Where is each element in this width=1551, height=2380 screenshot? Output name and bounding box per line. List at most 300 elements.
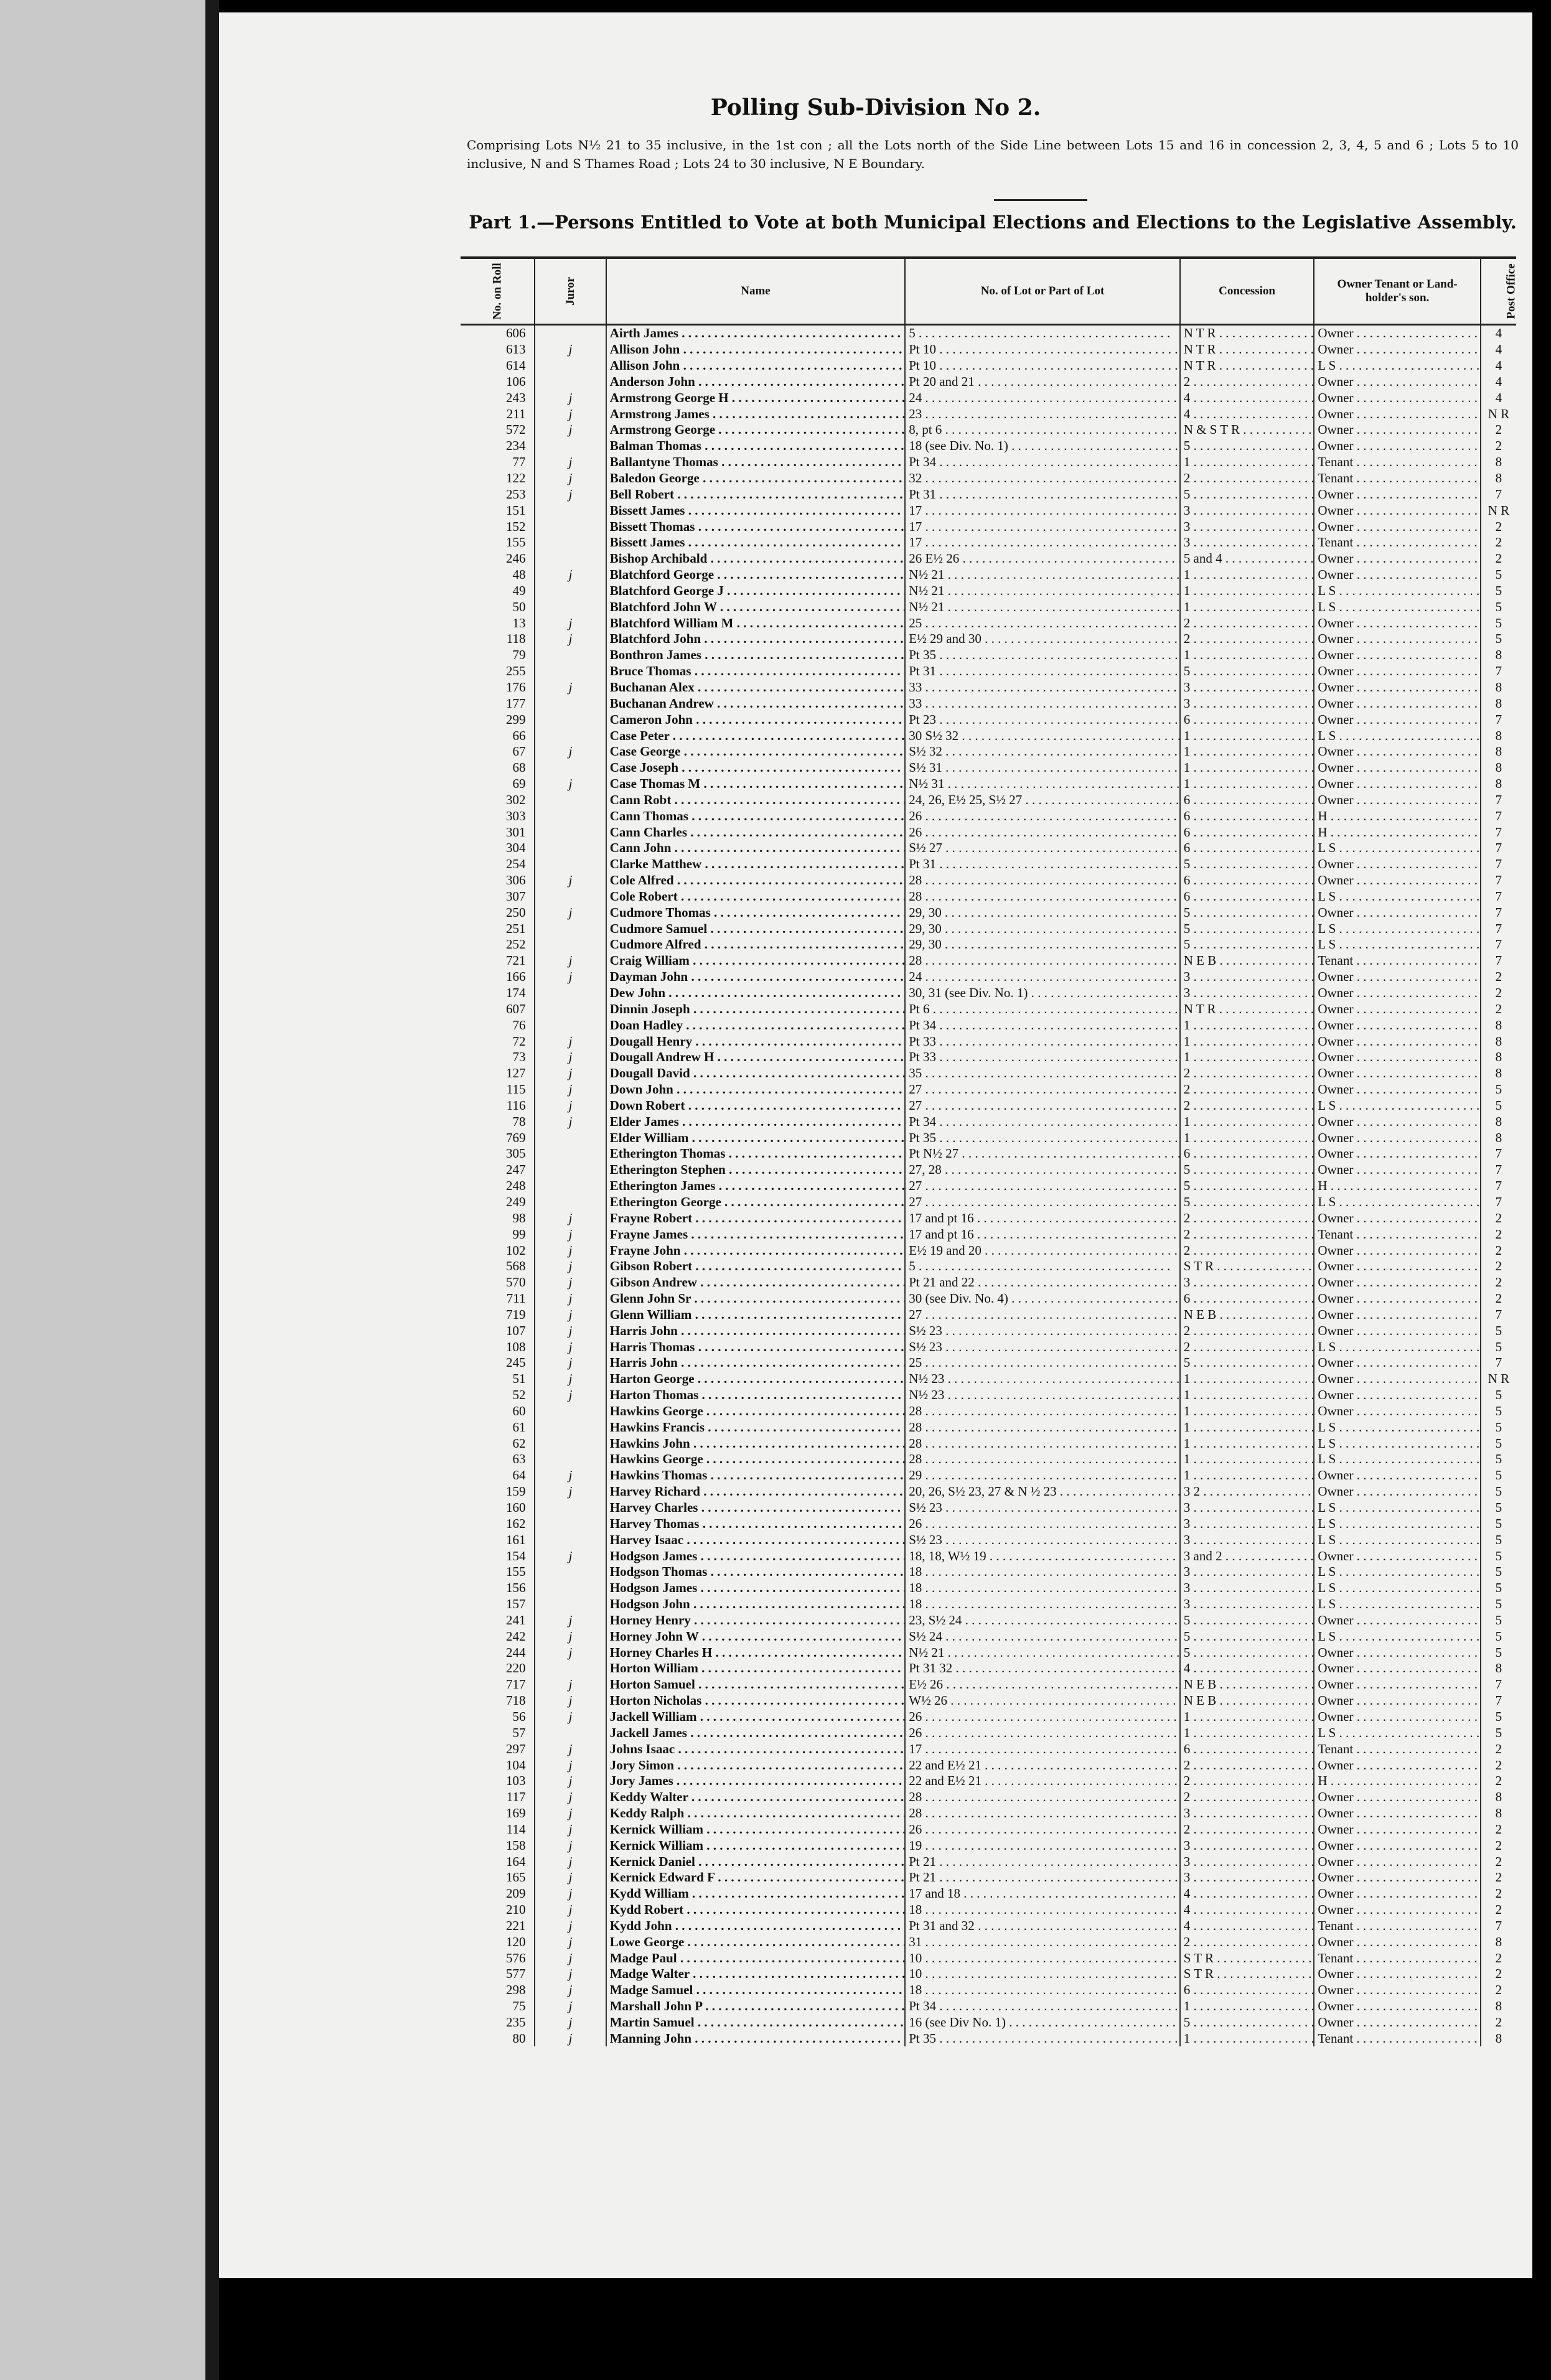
table-row [461, 680, 1516, 696]
post-office: 2 [1481, 1982, 1516, 1998]
voter-name: Gibson Robert . . . [606, 1258, 905, 1275]
header-roll: No. on Roll [461, 258, 535, 325]
table-row [461, 1146, 1516, 1162]
concession: 1 . . . [1180, 599, 1314, 615]
roll-number: 244 [505, 1644, 526, 1660]
concession: 3 . . . [1180, 1870, 1314, 1886]
post-office: 5 [1481, 567, 1516, 583]
owner-status: H . . . [1314, 824, 1481, 840]
roll-number: 106 [505, 373, 526, 389]
owner-status: Owner . . . [1314, 776, 1481, 792]
header-concession: Concession [1180, 258, 1314, 325]
concession: 3 . . . [1180, 695, 1314, 711]
concession: 1 . . . [1180, 1017, 1314, 1033]
concession: 5 . . . [1180, 486, 1314, 502]
voter-name: Madge Paul . . . [606, 1950, 905, 1966]
table-row [461, 1049, 1516, 1066]
juror-mark: j [535, 1323, 606, 1339]
table-row [461, 1950, 1516, 1966]
juror-mark [535, 889, 606, 905]
owner-status: L S . . . [1314, 1725, 1481, 1741]
post-office: 8 [1481, 744, 1516, 760]
voter-name: Etherington Stephen . . . [606, 1162, 905, 1178]
roll-number: 248 [505, 1178, 526, 1194]
table-row [461, 953, 1516, 969]
concession: 1 . . . [1180, 1113, 1314, 1130]
post-office: 2 [1481, 518, 1516, 535]
owner-status: Tenant . . . [1314, 535, 1481, 551]
table-row [461, 792, 1516, 808]
roll-number: 57 [512, 1725, 526, 1740]
juror-mark: j [535, 776, 606, 792]
concession: N T R . . . [1180, 358, 1314, 374]
voter-name: Cudmore Samuel . . . [606, 921, 905, 937]
voter-name: Cann John . . . [606, 840, 905, 856]
lot-number: 25 . . . [905, 1355, 1180, 1371]
voter-name: Dougall Andrew H . . . [606, 1049, 905, 1066]
lot-number: 18 . . . [905, 1902, 1180, 1918]
voter-name: Harvey Isaac . . . [606, 1532, 905, 1548]
roll-number: 78 [512, 1113, 526, 1129]
juror-mark: j [535, 1098, 606, 1114]
lot-number: 30 S½ 32 . . . [905, 728, 1180, 744]
owner-status: Owner . . . [1314, 1548, 1481, 1564]
owner-status: Owner . . . [1314, 615, 1481, 631]
table-row [461, 438, 1516, 454]
roll-number: 48 [512, 567, 526, 583]
concession: 2 . . . [1180, 1210, 1314, 1226]
lot-number: 26 . . . [905, 1725, 1180, 1741]
owner-status: L S . . . [1314, 1532, 1481, 1548]
concession: 2 . . . [1180, 1934, 1314, 1950]
owner-status: L S . . . [1314, 1564, 1481, 1580]
lot-number: N½ 31 . . . [905, 776, 1180, 792]
voter-name: Hawkins Thomas . . . [606, 1468, 905, 1484]
lot-number: 8, pt 6 . . . [905, 422, 1180, 438]
owner-status: Owner . . . [1314, 1806, 1481, 1822]
roll-number: 127 [505, 1066, 526, 1081]
lot-number: 5 . . . [905, 1258, 1180, 1275]
owner-status: Owner . . . [1314, 873, 1481, 889]
post-office: 4 [1481, 374, 1516, 390]
juror-mark: j [535, 1339, 606, 1355]
juror-mark [535, 728, 606, 744]
owner-status: Owner . . . [1314, 1355, 1481, 1371]
table-row [461, 1226, 1516, 1242]
concession: 1 . . . [1180, 1033, 1314, 1049]
post-office: 7 [1481, 1918, 1516, 1934]
juror-mark [535, 695, 606, 711]
table-row [461, 1210, 1516, 1226]
roll-number: 251 [505, 921, 526, 936]
juror-mark: j [535, 969, 606, 985]
post-office: 8 [1481, 647, 1516, 663]
owner-status: L S . . . [1314, 937, 1481, 953]
lot-number: S½ 23 . . . [905, 1500, 1180, 1516]
concession: 2 . . . [1180, 615, 1314, 631]
concession: 5 . . . [1180, 1194, 1314, 1211]
owner-status: Owner . . . [1314, 695, 1481, 711]
juror-mark: j [535, 1757, 606, 1773]
lot-number: E½ 19 and 20 . . . [905, 1242, 1180, 1258]
post-office: 7 [1481, 953, 1516, 969]
lot-number: 26 E½ 26 . . . [905, 551, 1180, 567]
concession: 5 . . . [1180, 921, 1314, 937]
lot-number: Pt 21 . . . [905, 1853, 1180, 1870]
owner-status: Owner . . . [1314, 1113, 1481, 1130]
juror-mark [535, 1194, 606, 1211]
owner-status: Owner . . . [1314, 1821, 1481, 1837]
lot-number: 30 (see Div. No. 4) . . . [905, 1291, 1180, 1307]
owner-status: L S . . . [1314, 599, 1481, 615]
document-page [219, 12, 1532, 2278]
juror-mark: j [535, 2030, 606, 2046]
lot-number: 26 . . . [905, 824, 1180, 840]
table-row [461, 1628, 1516, 1644]
divider [994, 199, 1087, 201]
lot-number: S½ 23 . . . [905, 1532, 1180, 1548]
table-row [461, 535, 1516, 551]
owner-status: L S . . . [1314, 1451, 1481, 1468]
lot-number: 18 . . . [905, 1982, 1180, 1998]
concession: 5 . . . [1180, 438, 1314, 454]
header-name: Name [606, 258, 905, 325]
roll-number: 79 [512, 647, 526, 663]
lot-number: S½ 27 . . . [905, 840, 1180, 856]
owner-status: Owner . . . [1314, 711, 1481, 728]
lot-number: S½ 23 . . . [905, 1323, 1180, 1339]
concession: 1 . . . [1180, 744, 1314, 760]
voter-name: Case Joseph . . . [606, 760, 905, 776]
concession: N E B . . . [1180, 1677, 1314, 1693]
roll-number: 13 [512, 615, 526, 630]
owner-status: Owner . . . [1314, 1886, 1481, 1902]
juror-mark [535, 824, 606, 840]
post-office: 7 [1481, 856, 1516, 873]
owner-status: Owner . . . [1314, 1789, 1481, 1806]
lot-number: Pt 35 . . . [905, 1130, 1180, 1146]
table-row [461, 358, 1516, 374]
table-row [461, 1500, 1516, 1516]
concession: 6 . . . [1180, 1982, 1314, 1998]
concession: 2 . . . [1180, 1339, 1314, 1355]
concession: 1 . . . [1180, 2030, 1314, 2046]
table-row [461, 325, 1516, 342]
lot-number: S½ 31 . . . [905, 760, 1180, 776]
roll-number: 718 [505, 1693, 526, 1708]
post-office: 5 [1481, 1564, 1516, 1580]
concession: 1 . . . [1180, 1468, 1314, 1484]
roll-number: 107 [505, 1323, 526, 1338]
owner-status: Owner . . . [1314, 390, 1481, 406]
juror-mark [535, 1001, 606, 1017]
concession: 1 . . . [1180, 1049, 1314, 1066]
owner-status: Owner . . . [1314, 1306, 1481, 1323]
lot-number: 28 . . . [905, 889, 1180, 905]
table-row [461, 1998, 1516, 2015]
voter-name: Bell Robert . . . [606, 486, 905, 502]
juror-mark: j [535, 1049, 606, 1066]
voter-name: Armstrong James . . . [606, 406, 905, 422]
lot-number: Pt 31 and 32 . . . [905, 1918, 1180, 1934]
post-office: 5 [1481, 1387, 1516, 1403]
lot-number: Pt 23 . . . [905, 711, 1180, 728]
table-row [461, 969, 1516, 985]
table-row [461, 1821, 1516, 1837]
roll-number: 114 [506, 1821, 526, 1837]
juror-mark: j [535, 904, 606, 921]
roll-number: 252 [505, 937, 526, 952]
concession: 4 . . . [1180, 1886, 1314, 1902]
post-office: 2 [1481, 1210, 1516, 1226]
juror-mark [535, 711, 606, 728]
concession: 4 . . . [1180, 1902, 1314, 1918]
juror-mark [535, 1500, 606, 1516]
table-row [461, 744, 1516, 760]
lot-number: 27 . . . [905, 1098, 1180, 1114]
table-row [461, 728, 1516, 744]
table-row [461, 374, 1516, 390]
table-row [461, 1532, 1516, 1548]
concession: 2 . . . [1180, 1082, 1314, 1098]
juror-mark [535, 583, 606, 599]
concession: N T R . . . [1180, 342, 1314, 358]
lot-number: 25 . . . [905, 615, 1180, 631]
roll-number: 210 [505, 1902, 526, 1918]
juror-mark [535, 438, 606, 454]
post-office: 5 [1481, 599, 1516, 615]
juror-mark: j [535, 406, 606, 422]
post-office: 7 [1481, 904, 1516, 921]
juror-mark: j [535, 1355, 606, 1371]
post-office: 2 [1481, 1773, 1516, 1789]
voter-name: Cann Thomas . . . [606, 808, 905, 824]
juror-mark: j [535, 1242, 606, 1258]
concession: N T R . . . [1180, 1001, 1314, 1017]
lot-number: 24 . . . [905, 390, 1180, 406]
concession: 4 . . . [1180, 1661, 1314, 1677]
lot-number: 18 (see Div. No. 1) . . . [905, 438, 1180, 454]
voter-name: Dougall Henry . . . [606, 1033, 905, 1049]
voter-name: Balman Thomas . . . [606, 438, 905, 454]
voters-table [461, 256, 1516, 2046]
table-row [461, 711, 1516, 728]
concession: 2 . . . [1180, 471, 1314, 487]
table-row [461, 1757, 1516, 1773]
roll-number: 211 [506, 406, 526, 421]
voter-name: Horney Charles H . . . [606, 1644, 905, 1661]
owner-status: L S . . . [1314, 1628, 1481, 1644]
post-office: 8 [1481, 1806, 1516, 1822]
juror-mark: j [535, 1628, 606, 1644]
lot-number: 31 . . . [905, 1934, 1180, 1950]
juror-mark [535, 840, 606, 856]
voter-name: Bissett Thomas . . . [606, 518, 905, 535]
voter-name: Anderson John . . . [606, 374, 905, 390]
post-office: 7 [1481, 792, 1516, 808]
voter-name: Bissett James . . . [606, 535, 905, 551]
concession: 1 . . . [1180, 454, 1314, 471]
lot-number: 29, 30 . . . [905, 904, 1180, 921]
post-office: 5 [1481, 1532, 1516, 1548]
lot-number: 17 and 18 . . . [905, 1886, 1180, 1902]
lot-number: 28 . . . [905, 1403, 1180, 1420]
juror-mark [535, 1435, 606, 1451]
lot-number: Pt 31 . . . [905, 663, 1180, 680]
lot-number: 5 . . . [905, 325, 1180, 342]
roll-number: 572 [505, 422, 526, 438]
table-row [461, 1853, 1516, 1870]
voter-name: Horney John W . . . [606, 1628, 905, 1644]
post-office: 7 [1481, 663, 1516, 680]
voter-name: Jackell James . . . [606, 1725, 905, 1741]
concession: N T R . . . [1180, 325, 1314, 342]
voter-name: Kernick Edward F . . . [606, 1870, 905, 1886]
table-row [461, 1484, 1516, 1500]
post-office: 8 [1481, 2030, 1516, 2046]
owner-status: Tenant . . . [1314, 471, 1481, 487]
concession: 2 . . . [1180, 374, 1314, 390]
juror-mark [535, 551, 606, 567]
post-office: 2 [1481, 1966, 1516, 1982]
lot-number: Pt 34 . . . [905, 1113, 1180, 1130]
voter-name: Manning John . . . [606, 2030, 905, 2046]
post-office: 7 [1481, 486, 1516, 502]
owner-status: Tenant . . . [1314, 1950, 1481, 1966]
lot-number: 24 . . . [905, 969, 1180, 985]
roll-number: 614 [505, 358, 526, 373]
juror-mark: j [535, 1468, 606, 1484]
juror-mark: j [535, 454, 606, 471]
post-office: 8 [1481, 1934, 1516, 1950]
voter-name: Lowe George . . . [606, 1934, 905, 1950]
lot-number: Pt 20 and 21 . . . [905, 374, 1180, 390]
table-row [461, 1258, 1516, 1275]
table-row [461, 1082, 1516, 1098]
post-office: 8 [1481, 454, 1516, 471]
voter-name: Hawkins George . . . [606, 1403, 905, 1420]
table-row [461, 695, 1516, 711]
concession: 1 . . . [1180, 1403, 1314, 1420]
table-row [461, 1596, 1516, 1613]
owner-status: Tenant . . . [1314, 454, 1481, 471]
post-office: N R [1481, 1371, 1516, 1387]
juror-mark: j [535, 1033, 606, 1049]
table-row [461, 1242, 1516, 1258]
table-row [461, 1644, 1516, 1661]
post-office: 5 [1481, 1596, 1516, 1613]
concession: 6 . . . [1180, 1146, 1314, 1162]
post-office: 5 [1481, 1725, 1516, 1741]
roll-number: 60 [512, 1403, 526, 1418]
concession: 5 . . . [1180, 1355, 1314, 1371]
roll-number: 307 [505, 888, 526, 904]
roll-number: 117 [506, 1789, 526, 1805]
post-office: 8 [1481, 695, 1516, 711]
owner-status: L S . . . [1314, 1435, 1481, 1451]
roll-number: 250 [505, 904, 526, 920]
juror-mark [535, 921, 606, 937]
table-row [461, 1178, 1516, 1194]
table-row [461, 1066, 1516, 1082]
juror-mark [535, 1403, 606, 1420]
header-juror: Juror [535, 258, 606, 325]
table-row [461, 808, 1516, 824]
voter-name: Cann Charles . . . [606, 824, 905, 840]
table-row [461, 663, 1516, 680]
roll-number: 769 [505, 1130, 526, 1145]
post-office: N R [1481, 406, 1516, 422]
concession: 5 . . . [1180, 663, 1314, 680]
lot-number: S½ 32 . . . [905, 744, 1180, 760]
voter-name: Bonthron James . . . [606, 647, 905, 663]
juror-mark [535, 502, 606, 518]
post-office: 5 [1481, 1516, 1516, 1532]
owner-status: Owner . . . [1314, 422, 1481, 438]
roll-number: 73 [512, 1049, 526, 1065]
lot-number: 19 . . . [905, 1837, 1180, 1853]
roll-number: 234 [505, 438, 526, 454]
roll-number: 613 [505, 342, 526, 357]
owner-status: L S . . . [1314, 1500, 1481, 1516]
post-office: 8 [1481, 680, 1516, 696]
post-office: 2 [1481, 2015, 1516, 2031]
juror-mark: j [535, 1934, 606, 1950]
table-row [461, 1548, 1516, 1564]
concession: 5 . . . [1180, 937, 1314, 953]
owner-status: Owner . . . [1314, 438, 1481, 454]
lot-number: 17 and pt 16 . . . [905, 1226, 1180, 1242]
owner-status: Owner . . . [1314, 567, 1481, 583]
post-office: 2 [1481, 1291, 1516, 1307]
owner-status: Owner . . . [1314, 1709, 1481, 1725]
voter-name: Johns Isaac . . . [606, 1741, 905, 1757]
roll-number: 68 [512, 760, 526, 775]
lot-number: 22 and E½ 21 . . . [905, 1757, 1180, 1773]
voter-name: Glenn William . . . [606, 1306, 905, 1323]
concession: 2 . . . [1180, 1821, 1314, 1837]
juror-mark: j [535, 615, 606, 631]
juror-mark: j [535, 1741, 606, 1757]
post-office: 7 [1481, 1146, 1516, 1162]
lot-number: Pt 21 and 22 . . . [905, 1275, 1180, 1291]
roll-number: 255 [505, 663, 526, 679]
concession: 4 . . . [1180, 406, 1314, 422]
voter-name: Hawkins John . . . [606, 1435, 905, 1451]
post-office: 8 [1481, 471, 1516, 487]
table-row [461, 1451, 1516, 1468]
voter-name: Ballantyne Thomas . . . [606, 454, 905, 471]
owner-status: Owner . . . [1314, 502, 1481, 518]
concession: 1 . . . [1180, 583, 1314, 599]
voter-name: Glenn John Sr . . . [606, 1291, 905, 1307]
post-office: 5 [1481, 1628, 1516, 1644]
juror-mark: j [535, 390, 606, 406]
post-office: 5 [1481, 1451, 1516, 1468]
concession: 3 . . . [1180, 985, 1314, 1001]
voter-name: Hodgson Thomas . . . [606, 1564, 905, 1580]
post-office: 7 [1481, 937, 1516, 953]
owner-status: Owner . . . [1314, 1934, 1481, 1950]
voter-name: Kernick William . . . [606, 1837, 905, 1853]
juror-mark [535, 1146, 606, 1162]
juror-mark: j [535, 1837, 606, 1853]
table-row [461, 1017, 1516, 1033]
post-office: 2 [1481, 1242, 1516, 1258]
lot-number: S½ 24 . . . [905, 1628, 1180, 1644]
post-office: 5 [1481, 1548, 1516, 1564]
roll-number: 154 [505, 1548, 526, 1563]
